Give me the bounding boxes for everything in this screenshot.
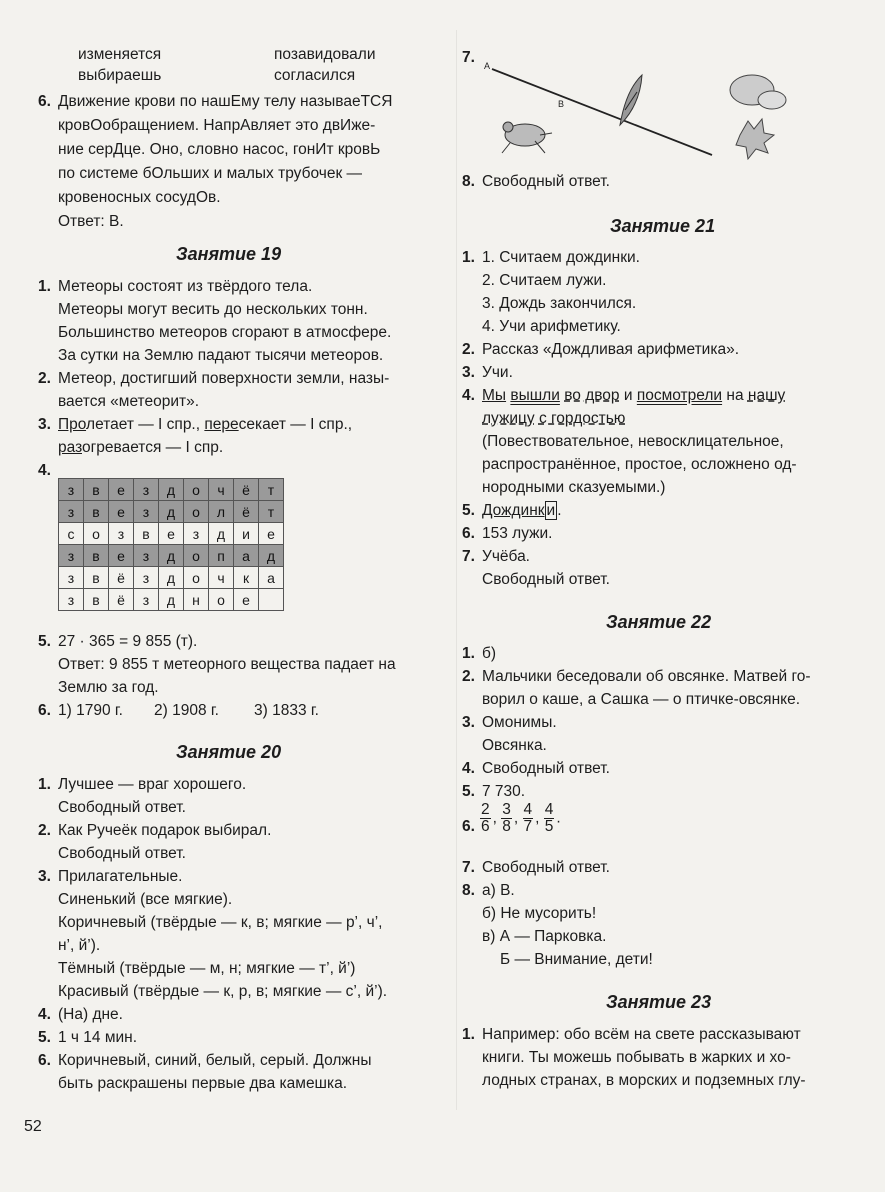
item-number: 7. — [462, 859, 475, 876]
denominator: 5 — [544, 818, 554, 835]
answer: 3) 1833 г. — [254, 702, 319, 719]
grid-cell: з — [59, 589, 84, 611]
item-number: 5. — [38, 633, 51, 650]
text-line: Ответ: В. — [58, 213, 124, 230]
text-line: нородными сказуемыми.) — [482, 479, 666, 496]
text-line: а) В. — [482, 882, 515, 899]
prefix: раз — [58, 439, 82, 456]
separator: , — [513, 809, 523, 827]
grid-cell: с — [59, 523, 84, 545]
grid-cell: в — [84, 567, 109, 589]
grid-cell: з — [184, 523, 209, 545]
item-number: 1. — [38, 776, 51, 793]
item-number: 3. — [38, 416, 51, 433]
text-line — [58, 413, 352, 436]
text-span: огревается — I спр. — [82, 439, 224, 456]
item-number: 5. — [38, 1029, 51, 1046]
text-line: Землю за год. — [58, 679, 159, 696]
grid-cell: з — [134, 479, 159, 501]
text-span: летает — I спр., — [86, 416, 201, 433]
text-line: За сутки на Землю падают тысячи метеоров. — [58, 347, 384, 364]
text-line: ние серДце. Оно, словно насос, гонИт кровЬ — [58, 141, 381, 158]
grid-cell — [259, 589, 284, 611]
grid-cell: з — [59, 545, 84, 567]
numerator: 4 — [523, 801, 533, 818]
item-number: 5. — [462, 502, 475, 519]
item-number: 4. — [462, 387, 475, 404]
grid-cell: з — [134, 589, 159, 611]
fraction — [523, 802, 534, 835]
word: изменяется — [78, 46, 162, 63]
item-number: 1. — [462, 645, 475, 662]
grid-cell: т — [259, 501, 284, 523]
page-number: 52 — [24, 1118, 42, 1135]
text-line: Учи. — [482, 364, 513, 381]
text-line: Учёба. — [482, 548, 530, 565]
grid-row — [59, 501, 284, 523]
text-line: (Повествовательное, невосклицательное, — [482, 433, 784, 450]
text-line: н’, й’). — [58, 937, 101, 954]
grid-cell: е — [109, 545, 134, 567]
denominator: 7 — [523, 818, 533, 835]
text-line: Движение крови по нашЕму телу называеТСЯ — [58, 93, 393, 110]
numerator: 4 — [544, 801, 554, 818]
grid-row — [59, 545, 284, 567]
adverbial: с гордостью — [538, 410, 626, 427]
lesson-title: Занятие 21 — [610, 216, 716, 236]
parsed-sentence — [482, 407, 625, 430]
lesson-title: Занятие 19 — [176, 244, 282, 264]
grid-cell: в — [84, 479, 109, 501]
text-line: Свободный ответ. — [58, 845, 186, 862]
text-line: Лучшее — враг хорошего. — [58, 776, 247, 793]
text-line: 7 730. — [482, 783, 526, 800]
preposition: на — [726, 387, 744, 404]
text-line: Овсянка. — [482, 737, 547, 754]
grid-cell: д — [159, 589, 184, 611]
grid-cell: о — [184, 479, 209, 501]
answer: 1) 1790 г. — [58, 702, 123, 719]
prefix: пере — [204, 416, 239, 433]
text-line: Коричневый, синий, белый, серый. Должны — [58, 1052, 372, 1069]
word-stem: Дождинк — [482, 502, 545, 519]
text-line: по системе бОльших и малых трубочек — — [58, 165, 363, 182]
text-line: 1 ч 14 мин. — [58, 1029, 138, 1046]
text-line: Метеоры состоят из твёрдого тела. — [58, 278, 313, 295]
grid-cell: ч — [209, 567, 234, 589]
grid-row — [59, 589, 284, 611]
grid-cell: е — [259, 523, 284, 545]
item-number: 7. — [462, 548, 475, 565]
point-label-b: В — [558, 99, 565, 109]
item-number: 2. — [38, 822, 51, 839]
item-number: 6. — [38, 702, 51, 719]
leaf-icon — [620, 75, 642, 125]
grid-cell: е — [234, 589, 259, 611]
grid-cell: з — [59, 501, 84, 523]
grid-cell: е — [109, 501, 134, 523]
text-line: Большинство метеоров сгорают в атмосфере. — [58, 324, 392, 341]
item-number: 2. — [462, 668, 475, 685]
text-line: быть раскрашены первые два камешка. — [58, 1075, 348, 1092]
grid-cell: п — [209, 545, 234, 567]
prefix: Про — [58, 416, 87, 433]
numerator: 3 — [502, 801, 511, 818]
grid-cell: т — [259, 479, 284, 501]
grid-cell: д — [209, 523, 234, 545]
grid-cell: д — [159, 567, 184, 589]
text-line: Б — Внимание, дети! — [500, 951, 653, 968]
text-line: Свободный ответ. — [58, 799, 186, 816]
fraction-list — [480, 802, 561, 835]
lesson-title: Занятие 22 — [606, 612, 712, 632]
grid-cell: ё — [109, 589, 134, 611]
adverbial: во двор — [564, 387, 620, 404]
word-ending: и — [546, 502, 556, 519]
item-number: 8. — [462, 882, 475, 899]
grid-cell: а — [234, 545, 259, 567]
text-line: 27 · 365 = 9 855 (т). — [58, 633, 198, 650]
attribute: нашу — [747, 387, 786, 404]
grid-cell: о — [184, 567, 209, 589]
text-line: ворил о каше, а Сашка — о птичке-овсянке. — [482, 691, 801, 708]
item-number: 8. — [462, 173, 475, 190]
item-number: 3. — [38, 868, 51, 885]
grid-cell: е — [159, 523, 184, 545]
text-line: вается «метеорит». — [58, 393, 200, 410]
grid-cell: ч — [209, 479, 234, 501]
answer: 2) 1908 г. — [154, 702, 219, 719]
text-line: Рассказ «Дождливая арифметика». — [482, 341, 739, 358]
text-line: Свободный ответ. — [482, 173, 610, 190]
grid-cell: ё — [234, 501, 259, 523]
column-divider — [456, 30, 457, 1110]
text-line: Метеоры могут весить до нескольких тонн. — [58, 301, 368, 318]
grid-cell: в — [134, 523, 159, 545]
object: лужицу — [482, 410, 535, 427]
item-number: 6. — [38, 1052, 51, 1069]
text-line: лодных странах, в морских и подземных глу- — [482, 1072, 806, 1089]
item-number: 5. — [462, 783, 475, 800]
denominator: 8 — [502, 818, 511, 835]
item-number: 4. — [38, 1006, 51, 1023]
text-line: Ответ: 9 855 т метеорного вещества падает на — [58, 656, 396, 673]
fraction — [501, 802, 512, 835]
word-grid — [58, 478, 284, 611]
grid-cell: о — [184, 545, 209, 567]
lesson-title: Занятие 23 — [606, 992, 712, 1012]
item-number: 1. — [462, 1026, 475, 1043]
text-line: 3. Дождь закончился. — [482, 295, 637, 312]
grid-cell: з — [134, 567, 159, 589]
item-number: 3. — [462, 714, 475, 731]
grid-cell: з — [59, 567, 84, 589]
text-span: . — [557, 502, 562, 519]
grid-cell: з — [134, 545, 159, 567]
text-line: 2. Считаем лужи. — [482, 272, 607, 289]
denominator: 6 — [481, 818, 490, 835]
text-line: Свободный ответ. — [482, 571, 610, 588]
text-line — [482, 499, 562, 522]
text-line: распространённое, простое, осложнено од- — [482, 456, 797, 473]
grid-row — [59, 479, 284, 501]
text-line: Свободный ответ. — [482, 859, 610, 876]
numerator: 2 — [481, 801, 490, 818]
item-number: 7. — [462, 49, 475, 66]
item-number: 2. — [38, 370, 51, 387]
grid-cell: и — [234, 523, 259, 545]
separator: , — [492, 809, 502, 827]
grid-cell: о — [84, 523, 109, 545]
text-line: 1. Считаем дождинки. — [482, 249, 640, 266]
text-line: Например: обо всём на свете рассказывают — [482, 1026, 801, 1043]
text-line: Прилагательные. — [58, 868, 183, 885]
item-number: 6. — [462, 818, 475, 835]
text-line: Как Ручеёк подарок выбирал. — [58, 822, 272, 839]
item-number: 3. — [462, 364, 475, 381]
text-line: 153 лужи. — [482, 525, 553, 542]
separator: . — [556, 809, 561, 827]
predicate: посмотрели — [636, 387, 723, 404]
grid-row — [59, 523, 284, 545]
parsed-sentence — [482, 384, 785, 407]
item-number: 1. — [38, 278, 51, 295]
text-line: б) Не мусорить! — [482, 905, 597, 922]
grid-cell: о — [209, 589, 234, 611]
grid-cell: ё — [109, 567, 134, 589]
text-line: Мальчики беседовали об овсянке. Матвей го- — [482, 668, 811, 685]
text-line: Синенький (все мягкие). — [58, 891, 233, 908]
text-line: б) — [482, 645, 497, 662]
fraction — [480, 802, 491, 835]
grid-row — [59, 567, 284, 589]
text-line: кровОобращением. НапрАвляет это двИже- — [58, 117, 376, 134]
text-line: Тёмный (твёрдые — м, н; мягкие — т’, й’) — [58, 960, 356, 977]
item-number: 2. — [462, 341, 475, 358]
word: позавидовали — [274, 46, 376, 63]
text-line: Коричневый (твёрдые — к, в; мягкие — р’, ч’, — [58, 914, 383, 931]
text-line — [58, 436, 223, 459]
separator: , — [535, 809, 544, 827]
conjunction: и — [623, 387, 633, 404]
grid-cell: а — [259, 567, 284, 589]
maple-leaf-icon — [736, 119, 774, 159]
text-line: Свободный ответ. — [482, 760, 610, 777]
item-number: 6. — [38, 93, 51, 110]
subject: Мы — [482, 387, 507, 404]
grid-cell: л — [209, 501, 234, 523]
item-number: 1. — [462, 249, 475, 266]
word: согласился — [274, 67, 356, 84]
text-line: 4. Учи арифметику. — [482, 318, 621, 335]
grid-cell: з — [109, 523, 134, 545]
text-line: Красивый (твёрдые — к, р, в; мягкие — с’, й’). — [58, 983, 388, 1000]
grid-cell: в — [84, 545, 109, 567]
grid-cell: з — [134, 501, 159, 523]
illustration — [480, 55, 800, 165]
text-line: (На) дне. — [58, 1006, 123, 1023]
grid-cell: д — [159, 479, 184, 501]
grid-cell: в — [84, 501, 109, 523]
grid-cell: ё — [234, 479, 259, 501]
stones-icon — [730, 75, 786, 109]
lesson-title: Занятие 20 — [176, 742, 282, 762]
grid-cell: д — [159, 501, 184, 523]
grid-cell: к — [234, 567, 259, 589]
grid-cell: о — [184, 501, 209, 523]
grid-cell: н — [184, 589, 209, 611]
text-line: кровеносных сосудОв. — [58, 189, 221, 206]
item-number: 4. — [38, 462, 51, 479]
grid-cell: д — [259, 545, 284, 567]
fraction — [544, 802, 555, 835]
item-number: 4. — [462, 760, 475, 777]
grid-cell: в — [84, 589, 109, 611]
text-line: Омонимы. — [482, 714, 557, 731]
item-number: 6. — [462, 525, 475, 542]
word: выбираешь — [78, 67, 162, 84]
frog-icon — [502, 122, 552, 153]
grid-cell: з — [59, 479, 84, 501]
grid-cell: е — [109, 479, 134, 501]
text-line: Метеор, достигший поверхности земли, назы- — [58, 370, 390, 387]
text-line: в) А — Парковка. — [482, 928, 607, 945]
predicate: вышли — [510, 387, 560, 404]
grid-cell: д — [159, 545, 184, 567]
text-span: секает — I спр., — [238, 416, 353, 433]
text-line: книги. Ты можешь побывать в жарких и хо- — [482, 1049, 791, 1066]
point-label-a: А — [484, 61, 491, 71]
